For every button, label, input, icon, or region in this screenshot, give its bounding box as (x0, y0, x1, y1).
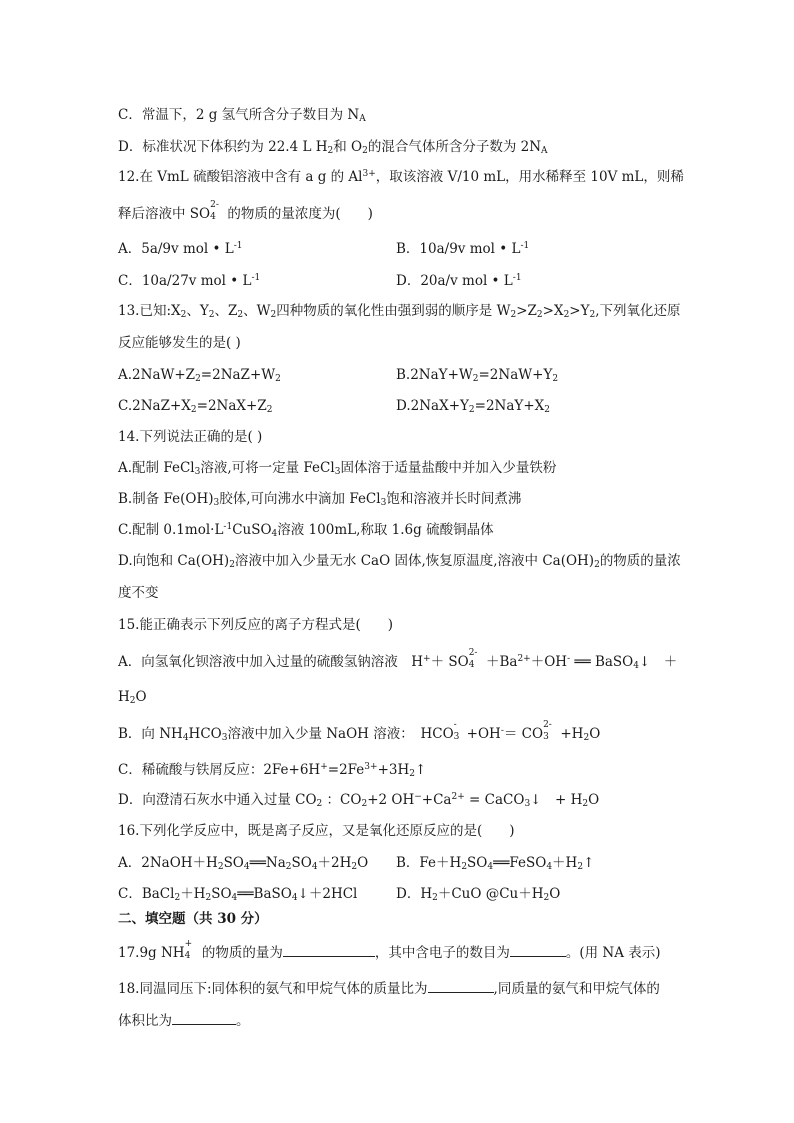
q15-option-c: C．稀硫酸与铁屑反应：$2Fe+6H^+=2Fe^{3+}+3H_2↑$ (118, 762, 427, 779)
q11-option-d: D．标准状况下体积约为 22.4 L $H_2$和 $O_2$的混合气体所含分子数为 $2N_A$ (118, 139, 548, 156)
q13-option-c: $C.2NaZ+X_2=2NaX+Z_2$ (118, 398, 273, 415)
answer-blank[interactable] (283, 942, 375, 957)
q15-option-a-line1: A．向氢氧化钡溶液中加入过量的硫酸氢钠溶液 H+＋ SO 2- 4 $+Ba^{2+}+OH^-$ ══ BaSO$_4$↓ ＋ (118, 648, 678, 671)
q16-option-b: B．$Fe+H_2SO_4══FeSO_4+H_2↑$ (396, 855, 595, 872)
q14-option-d-line1: D.向饱和 $Ca(OH)_2$溶液中加入少量无水 CaO 固体,恢复原温度,溶液中 $Ca(OH)_2$的物质的量浓 (118, 553, 681, 570)
q12-stem-line1: 12.在 VmL 硫酸铝溶液中含有 a g 的 $Al^{3+}$，取该溶液 V/10 mL，用水稀释至 10V mL，则稀 (118, 169, 684, 185)
q13-option-a: $A.2NaW+Z_2=2NaZ+W_2$ (118, 367, 281, 384)
section-heading: 二、填空题（共 30 分） (118, 911, 268, 927)
q17-line: 17.9g NH + 4 的物质的量为 ，其中含电子的数目为 。(用 NA 表示) (118, 939, 661, 961)
q15-option-d: D．向澄清石灰水中通入过量 $CO_2$ ：$CO_2+2$ $OH^-+Ca^{2+}$ = CaCO$_3$↓ + $H_2O$ (118, 792, 600, 809)
q12-option-c: C．10a/27v mol • $L^{-1}$ (118, 273, 261, 289)
q13-option-b: $B.2NaY+W_2=2NaW+Y_2$ (396, 367, 559, 384)
q11-option-c: C．常温下，2 g 氢气所含分子数目为 $N_A$ (118, 107, 366, 124)
q13-option-d: $D.2NaX+Y_2=2NaY+X_2$ (396, 398, 550, 415)
q16-stem: 16.下列化学反应中，既是离子反应，又是氧化还原反应的是( ) (118, 823, 515, 839)
q16-option-c: C．$BaCl_2+H_2SO_4══BaSO_4↓+2HCl$ (118, 886, 358, 903)
q14-option-b: B.制备 $Fe(OH)_3$胶体,可向沸水中滴加 FeCl$_3$饱和溶液并长时间煮沸 (118, 491, 522, 508)
q15-stem: 15.能正确表示下列反应的离子方程式是( ) (118, 617, 394, 633)
q12-option-d: D．20a/v mol • $L^{-1}$ (396, 273, 522, 289)
q16-option-a: A．$2NaOH+H_2SO_4══Na_2SO_4+2H_2O$ (118, 855, 369, 872)
q15-option-a-line2: $H_2O$ (118, 689, 147, 706)
q15-option-b: B．向 $NH_4HCO_3$溶液中加入少量 NaOH 溶液： HCO - 3 +OH-＝ CO 2- 3 $+H_2O$ (118, 720, 601, 743)
sulfate-ion: 2- 4 (210, 200, 219, 222)
q13-stem-line1: 13.已知$:X_2$、$Y_2$、$Z_2$、$W_2$四种物质的氧化性由强到弱的顺序是 $W_2>Z_2>X_2>Y_2$,下列氧化还原 (118, 303, 681, 320)
q12-option-b: B．10a/9v mol • $L^{-1}$ (396, 241, 530, 257)
q14-option-d-line2: 度不变 (118, 585, 159, 601)
q12-stem-line2: 释后溶液中 SO 2- 4 的物质的量浓度为( ) (118, 200, 373, 222)
answer-blank[interactable] (510, 942, 566, 957)
answer-blank[interactable] (428, 978, 494, 993)
q13-stem-line2: 反应能够发生的是( ) (118, 335, 241, 351)
q18-line1: 18.同温同压下:同体积的氨气和甲烷气体的质量比为 ,同质量的氨气和甲烷气体的 (118, 978, 660, 998)
carbonate-ion: 2- 3 (543, 720, 552, 742)
q14-option-c: C.配制 $0.1mol\cdot L^{-1}CuSO_4$溶液 100mL,称取 1.6g 硫酸铜晶体 (118, 522, 494, 539)
ammonium-ion: + 4 (184, 939, 193, 961)
q14-option-a: A.配制 FeCl$_3$溶液,可将一定量 FeCl$_3$固体溶于适量盐酸中并加入少量铁粉 (118, 460, 557, 477)
q16-option-d: D．$H_2+CuO$ $@Cu+H_2O$ (396, 886, 561, 903)
answer-blank[interactable] (172, 1010, 236, 1025)
sulfate-ion: 2- 4 (468, 648, 478, 670)
q18-line2: 体积比为 。 (118, 1010, 250, 1030)
bicarbonate-ion: - 3 (453, 720, 460, 742)
q12-option-a: A．5a/9v mol • $L^{-1}$ (118, 241, 243, 257)
q14-stem: 14.下列说法正确的是( ) (118, 429, 263, 445)
